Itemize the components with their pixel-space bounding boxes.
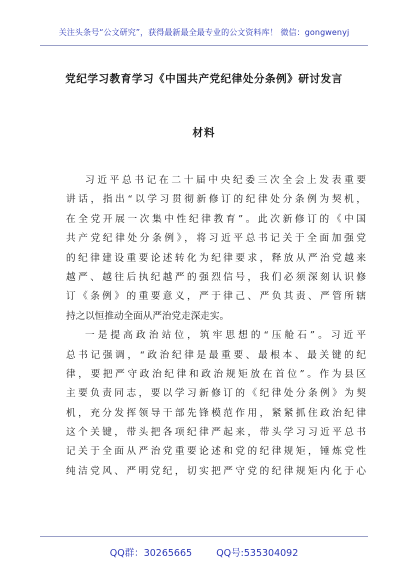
body-line: 总书记强调，“政治纪律是最重要、最根本、最关键的纪 [66, 349, 366, 361]
body-line: 习近平总书记在二十届中央纪委三次全会上发表重要 [85, 175, 366, 186]
footer-contacts: QQ群：30265665 QQ号:535304092 [109, 548, 299, 559]
body-line: 这个关键，带头把各项纪律严起来，带头学习习近平总书 [66, 427, 366, 439]
body-line: 纯洁党风、严明党纪，切实把严守党的纪律规矩内化于心 [66, 465, 366, 477]
body-line: 律，要把严守政治纪律和政治规矩放在首位”。作为县区 [66, 368, 366, 380]
document-title: 党纪学习教育学习《中国共产党纪律处分条例》研讨发言 [65, 73, 343, 85]
footer-divider [40, 536, 368, 537]
body-line: 在全党开展一次集中性纪律教育”。此次新修订的《中国 [66, 213, 366, 225]
body-line: 记关于全面从严治党重要论述和党的纪律规矩，锤炼党性 [66, 446, 366, 458]
body-line: 机，充分发挥领导干部先锋模范作用，紧紧抓住政治纪律 [66, 407, 366, 419]
body-line: 越严、越往后执纪越严的强烈信号，我们必须深刻认识修 [66, 271, 366, 283]
body-line: 持之以恒推动全面从严治党走深走实。 [66, 310, 230, 322]
body-line: 共产党纪律处分条例》，将习近平总书记关于全面加强党 [66, 233, 366, 245]
header-divider [40, 45, 368, 46]
body-line: 讲话，指出“以学习贯彻新修订的纪律处分条例为契机， [66, 194, 366, 206]
document-subtitle: 材料 [192, 127, 216, 139]
body-line: 订《条例》的重要意义，严于律己、严负其责、严管所辖 [66, 291, 366, 303]
header-promo-note: 关注头条号“公文研究”，获得最新最全最专业的公文资料库！ 微信：gongwenyj [58, 28, 350, 37]
body-line: 一是提高政治站位，筑牢思想的“压舱石”。习近平 [85, 330, 366, 342]
body-line: 主要负责同志，要以学习新修订的《纪律处分条例》为契 [66, 388, 366, 400]
document-body [66, 171, 366, 481]
body-line: 的纪律建设重要论述转化为纪律要求，释放从严治党越来 [66, 252, 366, 264]
